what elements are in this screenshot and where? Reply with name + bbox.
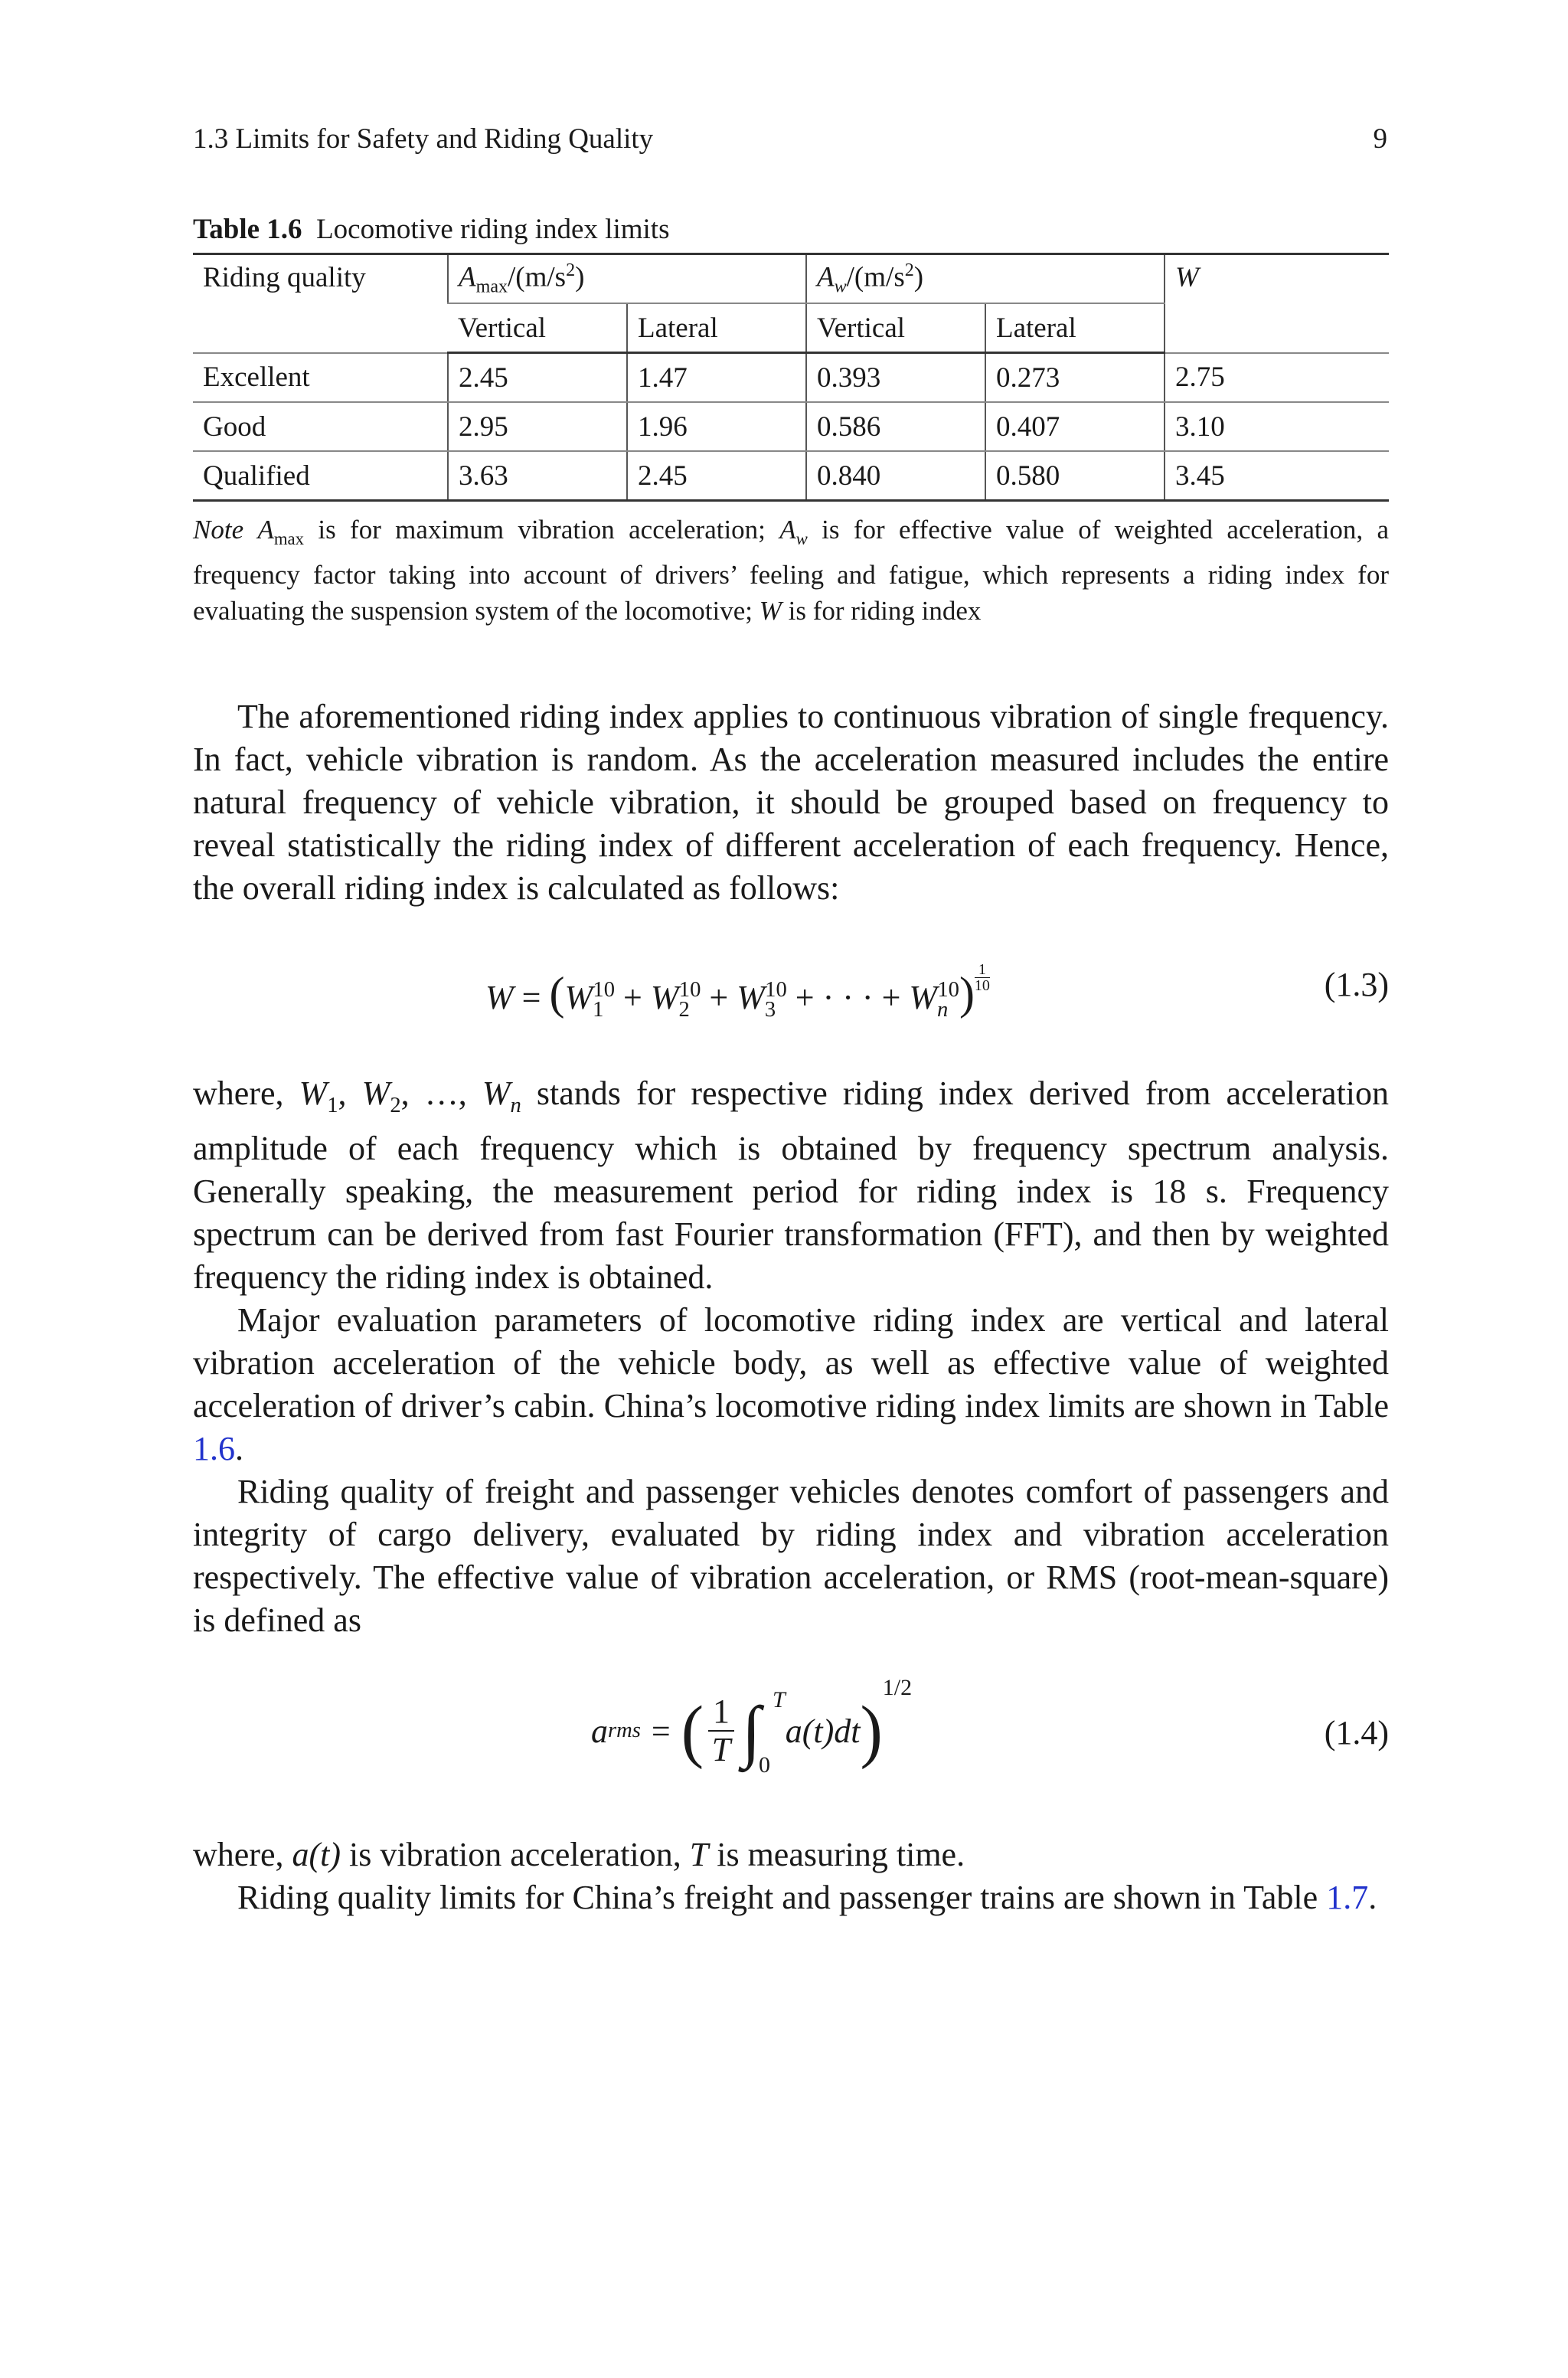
page-number: 9 [1373, 123, 1387, 155]
equation-1-4: a rms = ( $\frac{1}{T}$ ∫ T 0 a(t)dt ) $^{1/2}$ (1.4) [591, 1675, 1389, 1778]
cell-w: 3.45 [1165, 451, 1389, 501]
cell-quality: Qualified [193, 451, 448, 501]
subheader-amax-lateral: Lateral [627, 303, 806, 353]
header-riding-quality: Riding quality [193, 254, 448, 353]
cell-amax-vertical: 2.45 [448, 353, 627, 403]
cell-aw-lateral: 0.580 [985, 451, 1165, 501]
table-row [193, 451, 1389, 501]
cell-quality: Good [193, 402, 448, 451]
cell-amax-lateral: 1.96 [627, 402, 806, 451]
subheader-aw-lateral: Lateral [985, 303, 1165, 353]
paragraph-closing: where, a(t) is vibration acceleration, T is measuring time. Riding quality limits for China’s freight and passenger trains are shown in Table 1.7. [193, 1836, 1377, 1916]
header-w: W [1165, 254, 1389, 353]
table-caption [193, 213, 669, 246]
cell-amax-lateral: 1.47 [627, 353, 806, 403]
equation-number-1-3: (1.3) [1324, 966, 1389, 1003]
table-row [193, 353, 1389, 403]
section-title: 1.3 Limits for Safety and Riding Quality [193, 123, 654, 155]
equation-1-3: $W = (W_1^{10} + W_2^{10} + W_3^{10}$ + · · · + $W_n^{10}$) $\frac{1}{10}$ (1.3) [485, 961, 1389, 1022]
paragraph-riding-index-components: where, $W_1$, $W_2$, …, $W_n$ stands for respective riding index derived from acceleration amplitude of each frequency which is obtained by frequency spectrum analysis. Generally speaking, the measurement period for riding index is 18 s. Frequency spectrum can be derived from fast Fourier transformation (FFT), and then by weighted frequency the riding index is obtained. Major evaluation parameters of locomotive riding index are vertical and lateral vibration acceleration of the vehicle body, as well as effective value of weighted acceleration of driver’s cabin. China’s locomotive riding index limits are shown in Table 1.6. Riding quality of freight and passenger vehicles denotes comfort of passengers and integrity of cargo delivery, evaluated by riding index and vibration acceleration respectively. The effective value of vibration acceleration, or RMS (root-mean-square) is defined as [193, 1072, 1389, 1642]
cell-aw-vertical: 0.586 [806, 402, 985, 451]
cell-amax-lateral: 2.45 [627, 451, 806, 501]
cell-amax-vertical: 2.95 [448, 402, 627, 451]
cell-w: 3.10 [1165, 402, 1389, 451]
subheader-amax-vertical: Vertical [448, 303, 627, 353]
table-note: Note $A_{max}$ is for maximum vibration acceleration; $A_w$ is for effective value of weighted acceleration, a frequency factor taking into account of drivers’ feeling and fatigue, which represents a riding index for evaluating the suspension system of the locomotive; W is for riding index [193, 515, 1390, 626]
header-amax: $A_{max}/(m/s^2)$ [448, 254, 806, 304]
cell-aw-vertical: 0.840 [806, 451, 985, 501]
cell-w: 2.75 [1165, 353, 1389, 403]
paragraph-riding-quality: Riding quality of freight and passenger vehicles denotes comfort of passengers and integrity of cargo delivery, evaluated by riding index and vibration acceleration respectively. The effective value of vibration acceleration, or RMS (root-mean-square) is defined as [193, 1472, 1389, 1639]
subheader-aw-vertical: Vertical [806, 303, 985, 353]
cell-aw-vertical: 0.393 [806, 353, 985, 403]
cell-quality: Excellent [193, 353, 448, 403]
running-header [193, 123, 1387, 161]
cell-aw-lateral: 0.407 [985, 402, 1165, 451]
table-row [193, 402, 1389, 451]
table-title: Locomotive riding index limits [316, 214, 670, 245]
equation-number-1-4: (1.4) [1324, 1714, 1389, 1752]
header-aw: $A_w/(m/s^2)$ [806, 254, 1165, 304]
cell-aw-lateral: 0.273 [985, 353, 1165, 403]
paragraph-evaluation-parameters: Major evaluation parameters of locomotive riding index are vertical and lateral vibration acceleration of the vehicle body, as well as effective value of weighted acceleration of driver’s cabin. China’s locomotive riding index limits are shown in Table 1.6. [193, 1300, 1389, 1467]
table-header-row [193, 254, 1389, 304]
paragraph-intro: The aforementioned riding index applies to continuous vibration of single frequency. In fact, vehicle vibration is random. As the acceleration measured includes the entire natural frequency of vehicle vibration, it should be grouped based on frequency to reveal statistically the riding index of different acceleration of each frequency. Hence, the overall riding index is calculated as follows: [193, 698, 1389, 907]
note-label: Note [193, 515, 244, 545]
table-1-6-link[interactable]: 1.6 [193, 1429, 235, 1467]
table-label: Table 1.6 [193, 214, 302, 245]
cell-amax-vertical: 3.63 [448, 451, 627, 501]
riding-index-table [193, 253, 1389, 502]
table-1-7-link[interactable]: 1.7 [1326, 1879, 1369, 1916]
fraction: $\frac{1}{T}$ [708, 1693, 734, 1768]
